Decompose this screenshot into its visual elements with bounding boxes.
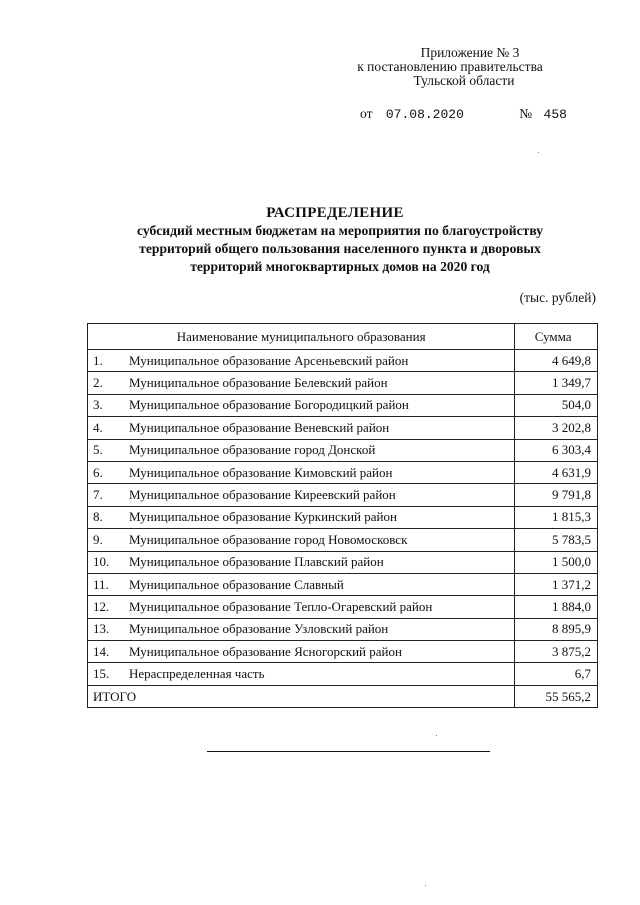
sum-cell: 6 303,4: [515, 439, 598, 461]
appendix-block: [330, 46, 570, 88]
sum-cell: 1 815,3: [515, 506, 598, 528]
total-sum: 55 565,2: [515, 685, 598, 707]
municipality-cell: [88, 551, 515, 573]
municipality-name: Муниципальное образование Белевский район: [129, 375, 388, 391]
appendix-reference: к постановлению правительства: [357, 59, 543, 74]
row-number: 13.: [93, 621, 110, 637]
table-row: [88, 618, 598, 640]
municipality-cell: [88, 641, 515, 663]
row-number: 9.: [93, 531, 103, 547]
row-number: 7.: [93, 487, 103, 503]
municipality-name: Муниципальное образование город Донской: [129, 442, 376, 458]
municipality-cell: [88, 417, 515, 439]
sum-cell: 8 895,9: [515, 618, 598, 640]
total-label: ИТОГО: [88, 685, 515, 707]
scan-speck: [425, 885, 426, 886]
municipality-cell: [88, 350, 515, 372]
municipality-cell: [88, 529, 515, 551]
table-row: [88, 573, 598, 595]
municipality-cell: [88, 394, 515, 416]
document-title: РАСПРЕДЕЛЕНИЕ: [266, 205, 404, 221]
sum-cell: 1 349,7: [515, 372, 598, 394]
row-number: 5.: [93, 442, 103, 458]
table-row: [88, 439, 598, 461]
municipality-cell: [88, 372, 515, 394]
date-label: от: [360, 106, 373, 121]
signature-line: [207, 751, 490, 752]
municipality-name: Муниципальное образование Богородицкий район: [129, 397, 409, 413]
sum-cell: 5 783,5: [515, 529, 598, 551]
scan-speck: [538, 152, 539, 153]
sum-cell: 504,0: [515, 394, 598, 416]
table-row: [88, 596, 598, 618]
header-sum-cell: Сумма: [515, 324, 598, 350]
municipality-cell: [88, 439, 515, 461]
municipality-cell: [88, 663, 515, 685]
sum-cell: 4 631,9: [515, 461, 598, 483]
sum-cell: 9 791,8: [515, 484, 598, 506]
table-row: [88, 641, 598, 663]
table-row: [88, 417, 598, 439]
municipality-name: Муниципальное образование город Новомосковск: [129, 531, 408, 547]
appendix-number: Приложение № 3: [420, 45, 520, 60]
row-number: 6.: [93, 464, 103, 480]
row-number: 10.: [93, 554, 110, 570]
decree-dateline: [360, 106, 567, 122]
municipality-name: Муниципальное образование Тепло-Огаревский район: [129, 598, 433, 614]
table-row: [88, 506, 598, 528]
row-number: 12.: [93, 598, 110, 614]
municipality-name: Муниципальное образование Веневский район: [129, 419, 390, 435]
municipality-cell: [88, 461, 515, 483]
municipality-cell: [88, 596, 515, 618]
row-number: 2.: [93, 375, 103, 391]
municipality-cell: [88, 484, 515, 506]
sum-cell: 6,7: [515, 663, 598, 685]
sum-cell: 4 649,8: [515, 350, 598, 372]
municipality-name: Муниципальное образование Славный: [129, 576, 344, 592]
municipality-name: Муниципальное образование Киреевский район: [129, 487, 396, 503]
municipality-cell: [88, 506, 515, 528]
row-number: 11.: [93, 576, 109, 592]
row-number: 4.: [93, 419, 103, 435]
row-number: 15.: [93, 666, 110, 682]
scan-speck: [436, 735, 437, 736]
row-number: 1.: [93, 352, 103, 368]
table-row: [88, 372, 598, 394]
sum-cell: 1 371,2: [515, 573, 598, 595]
table-header-row: [88, 324, 598, 350]
table-row: [88, 663, 598, 685]
municipality-name: Муниципальное образование Куркинский район: [129, 509, 397, 525]
table-row: [88, 551, 598, 573]
subtitle-line: территорий многоквартирных домов на 2020 год: [190, 259, 490, 274]
sum-cell: 1 500,0: [515, 551, 598, 573]
table-row: [88, 350, 598, 372]
municipality-name: Муниципальное образование Узловский район: [129, 621, 389, 637]
decree-number: 458: [543, 107, 567, 122]
sum-cell: 3 875,2: [515, 641, 598, 663]
subsidy-table: [87, 323, 598, 708]
row-number: 8.: [93, 509, 103, 525]
municipality-cell: [88, 573, 515, 595]
number-label: №: [519, 106, 533, 121]
municipality-name: Муниципальное образование Кимовский район: [129, 464, 393, 480]
document-subtitle: [90, 222, 590, 276]
header-name-cell: Наименование муниципального образования: [88, 324, 515, 350]
appendix-region: Тульской области: [413, 73, 515, 88]
municipality-name: Нераспределенная часть: [129, 666, 265, 682]
subtitle-line: территорий общего пользования населенного пункта и дворовых: [139, 241, 541, 256]
table-row: [88, 529, 598, 551]
table-row: [88, 484, 598, 506]
row-number: 3.: [93, 397, 103, 413]
total-row: [88, 685, 598, 707]
decree-date: 07.08.2020: [385, 107, 464, 122]
table-row: [88, 394, 598, 416]
sum-cell: 3 202,8: [515, 417, 598, 439]
municipality-name: Муниципальное образование Плавский район: [129, 554, 384, 570]
subtitle-line: субсидий местным бюджетам на мероприятия по благоустройству: [136, 223, 543, 238]
municipality-name: Муниципальное образование Ясногорский район: [129, 643, 402, 659]
municipality-cell: [88, 618, 515, 640]
row-number: 14.: [93, 643, 110, 659]
sum-cell: 1 884,0: [515, 596, 598, 618]
table-row: [88, 461, 598, 483]
units-note: (тыс. рублей): [519, 290, 596, 305]
municipality-name: Муниципальное образование Арсеньевский район: [129, 352, 409, 368]
